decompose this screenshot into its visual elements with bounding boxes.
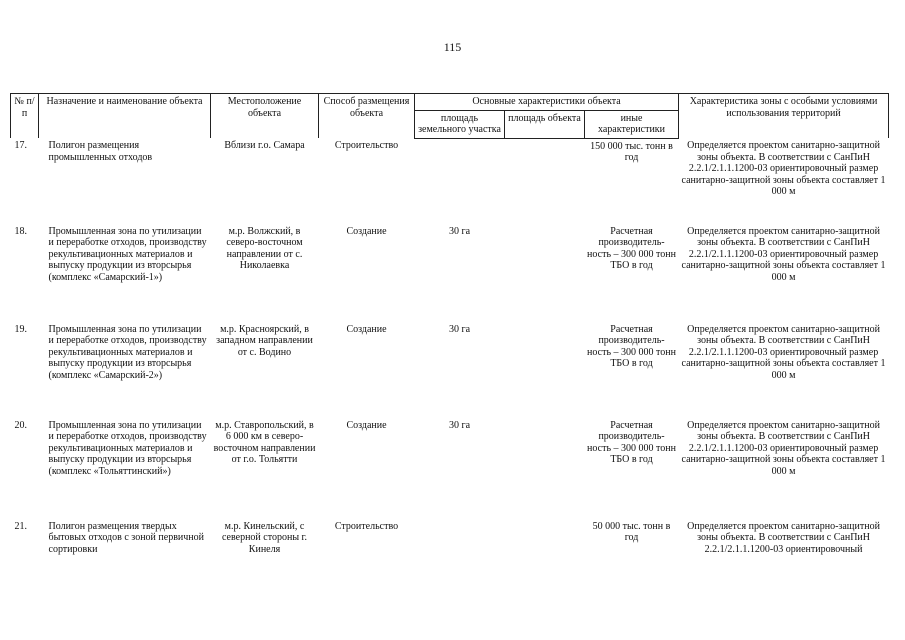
page-number: 115 xyxy=(443,40,462,54)
row-land-area: 30 га xyxy=(448,323,471,335)
row-num: 17. xyxy=(14,140,27,151)
row-zone: Определяется проектом санитарно-защитной зоны объекта. В соответствии с СанПиН 2.2.1/2.1.1.1200-03 ориентировочный размер санитарно-защитной зоны объекта составляет 1 000 м xyxy=(681,225,886,283)
row-land-area xyxy=(415,519,505,607)
row-name: Промышленная зона по утилизации и переработке отходов, производству рекультивационных материалов и выпуску продукции из вторсырья (комплекс «Самарский-1») xyxy=(48,225,207,283)
row-location: м.р. Волжский, в северо-восточном направлении от с. Николаевка xyxy=(226,225,303,271)
row-method: Строительство xyxy=(334,140,399,151)
row-land-area: 30 га xyxy=(448,419,471,431)
row-name: Промышленная зона по утилизации и переработке отходов, производству рекультивационных материалов и выпуску продукции из вторсырья (комплекс «Самарский-2») xyxy=(48,323,207,381)
header-main-characteristics: Основные характеристики объекта xyxy=(415,94,679,111)
row-other: 50 000 тыс. тонн в год xyxy=(592,520,671,543)
row-location: Вблизи г.о. Самара xyxy=(224,140,305,151)
row-method: Создание xyxy=(346,225,387,237)
row-other: Расчетная производитель-ность – 300 000 тонн ТБО в год xyxy=(587,323,676,369)
header-other-characteristics: иные характеристики xyxy=(585,110,679,138)
row-num: 19. xyxy=(14,323,27,335)
row-num: 20. xyxy=(14,419,27,431)
row-object-area xyxy=(505,322,585,418)
row-location: м.р. Кинельский, с северной стороны г. Кинеля xyxy=(221,520,308,555)
row-other: Расчетная производитель-ность – 300 000 тонн ТБО в год xyxy=(587,419,676,465)
row-object-area xyxy=(505,224,585,322)
header-method: Способ размещения объекта xyxy=(319,94,415,139)
row-zone: Определяется проектом санитарно-защитной зоны объекта. В соответствии с СанПиН 2.2.1/2.1.1.1200-03 ориентировочный размер санитарно-защитной зоны объекта составляет 1 000 м xyxy=(681,140,886,197)
row-other: 150 000 тыс. тонн в год xyxy=(590,140,673,163)
header-name: Назначение и наименование объекта xyxy=(39,94,211,139)
header-location: Местоположение объекта xyxy=(211,94,319,139)
objects-table xyxy=(10,93,889,607)
header-zone: Характеристика зоны с особыми условиями использования территорий xyxy=(679,94,889,139)
row-location: м.р. Красноярский, в западном направлении от с. Водино xyxy=(216,323,313,358)
table-header-row xyxy=(11,94,889,111)
row-method: Создание xyxy=(346,419,387,431)
table-row xyxy=(11,138,889,224)
row-zone: Определяется проектом санитарно-защитной зоны объекта. В соответствии с СанПиН 2.2.1/2.1.1.1200-03 ориентировочный размер санитарно-защитной зоны объекта составляет 1 000 м xyxy=(681,419,886,477)
row-object-area xyxy=(505,519,585,607)
row-name: Полигон размещения твердых бытовых отходов с зоной первичной сортировки xyxy=(48,520,204,555)
table-row xyxy=(11,418,889,519)
row-object-area xyxy=(505,138,585,224)
row-num: 21. xyxy=(14,520,27,532)
row-name: Промышленная зона по утилизации и переработке отходов, производству рекультивационных материалов и выпуску продукции из вторсырья (комплекс «Тольяттинский») xyxy=(48,419,207,477)
row-location: м.р. Ставропольский, в 6 000 км в северо-восточном направлении от г.о. Тольятти xyxy=(213,419,316,465)
row-zone: Определяется проектом санитарно-защитной зоны объекта. В соответствии с СанПиН 2.2.1/2.1.1.1200-03 ориентировочный размер санитарно-защитной зоны объекта составляет 1 000 м xyxy=(681,323,886,381)
table-row xyxy=(11,519,889,607)
row-other: Расчетная производитель-ность – 300 000 тонн ТБО в год xyxy=(587,225,676,271)
header-object-area: площадь объекта xyxy=(505,110,585,138)
row-object-area xyxy=(505,418,585,519)
row-num: 18. xyxy=(14,225,27,237)
header-land-area: площадь земельного участка xyxy=(415,110,505,138)
header-num: № п/п xyxy=(11,94,39,139)
row-zone: Определяется проектом санитарно-защитной зоны объекта. В соответствии с СанПиН 2.2.1/2.1.1.1200-03 ориентировочный xyxy=(687,520,880,555)
row-name: Полигон размещения промышленных отходов xyxy=(48,140,153,163)
row-land-area xyxy=(415,138,505,224)
table-row xyxy=(11,322,889,418)
row-land-area: 30 га xyxy=(448,225,471,237)
table-row xyxy=(11,224,889,322)
row-method: Строительство xyxy=(334,520,399,532)
row-method: Создание xyxy=(346,323,387,335)
